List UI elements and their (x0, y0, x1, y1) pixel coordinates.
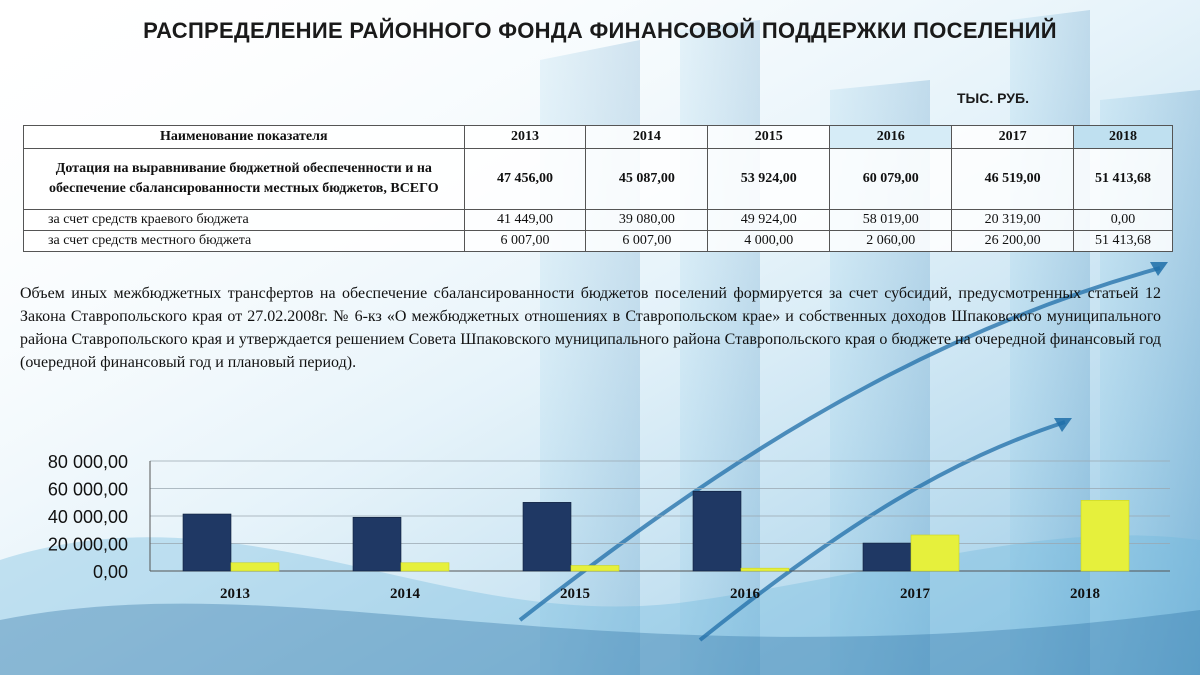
bar (863, 543, 911, 571)
header-2018: 2018 (1074, 126, 1173, 149)
cell-value: 0,00 (1074, 210, 1173, 231)
table-row (24, 149, 1173, 210)
y-tick-label: 60 000,00 (47, 479, 128, 500)
cell-value: 58 019,00 (830, 210, 952, 231)
description-paragraph: Объем иных межбюджетных трансфертов на обеспечение сбалансированности бюджетов поселений формируется за счет субсидий, предусмотренных статьей 12 Закона Ставропольского края от 27.02.2008г. № 6-кз «О межбюджетных отношениях в Ставропольском крае» и собственных доходов Шпаковского муниципального района Ставропольского края и утверждается решением Совета Шпаковского муниципального района Ставропольского края о бюджете на очередной финансовый год (очередной финансовый год и плановый период). (20, 285, 1161, 371)
bar (1081, 500, 1129, 571)
unit-label: ТЫС. РУБ. (957, 90, 1029, 106)
y-tick-label: 40 000,00 (47, 507, 128, 527)
x-tick-label: 2018 (1070, 586, 1100, 602)
y-tick-label: 0,00 (92, 562, 128, 582)
page-title: РАСПРЕДЕЛЕНИЕ РАЙОННОГО ФОНДА ФИНАНСОВОЙ ПОДДЕРЖКИ ПОСЕЛЕНИЙ (143, 18, 1057, 43)
cell-value: 26 200,00 (952, 231, 1074, 252)
cell-value: 6 007,00 (586, 231, 708, 252)
x-tick-label: 2017 (900, 586, 930, 602)
cell-value: 41 449,00 (464, 210, 586, 231)
cell-value: 60 079,00 (830, 149, 952, 210)
cell-value: 39 080,00 (586, 210, 708, 231)
y-tick-label: 20 000,00 (47, 534, 128, 555)
header-2016: 2016 (830, 126, 952, 149)
bar (741, 568, 789, 571)
bar (523, 502, 571, 571)
bar (911, 535, 959, 571)
bar (353, 517, 401, 571)
bar (183, 514, 231, 571)
row-name: за счет средств местного бюджета (24, 231, 465, 252)
x-tick-label: 2015 (560, 586, 590, 602)
x-tick-label: 2016 (730, 586, 760, 602)
bar (231, 563, 279, 571)
bar-chart (0, 440, 1200, 610)
table-header-row (24, 126, 1173, 149)
header-2013: 2013 (464, 126, 586, 149)
table-row (24, 231, 1173, 252)
cell-value: 6 007,00 (464, 231, 586, 252)
table-row (24, 210, 1173, 231)
data-table (23, 125, 1173, 252)
bar (693, 491, 741, 571)
cell-value: 2 060,00 (830, 231, 952, 252)
cell-value: 51 413,68 (1074, 231, 1173, 252)
cell-value: 47 456,00 (464, 149, 586, 210)
cell-value: 46 519,00 (952, 149, 1074, 210)
x-tick-label: 2014 (390, 586, 420, 602)
cell-value: 51 413,68 (1074, 149, 1173, 210)
cell-value: 45 087,00 (586, 149, 708, 210)
cell-value: 4 000,00 (708, 231, 830, 252)
cell-value: 20 319,00 (952, 210, 1074, 231)
header-2017: 2017 (952, 126, 1074, 149)
header-indicator: Наименование показателя (24, 126, 465, 149)
bar (401, 563, 449, 571)
row-name: за счет средств краевого бюджета (24, 210, 465, 231)
y-tick-label: 80 000,00 (47, 452, 128, 472)
row-name: Дотация на выравнивание бюджетной обеспеченности и на обеспечение сбалансированности местных бюджетов, ВСЕГО (24, 149, 465, 210)
cell-value: 49 924,00 (708, 210, 830, 231)
bar (571, 566, 619, 572)
cell-value: 53 924,00 (708, 149, 830, 210)
header-2014: 2014 (586, 126, 708, 149)
x-tick-label: 2013 (220, 586, 250, 602)
header-2015: 2015 (708, 126, 830, 149)
